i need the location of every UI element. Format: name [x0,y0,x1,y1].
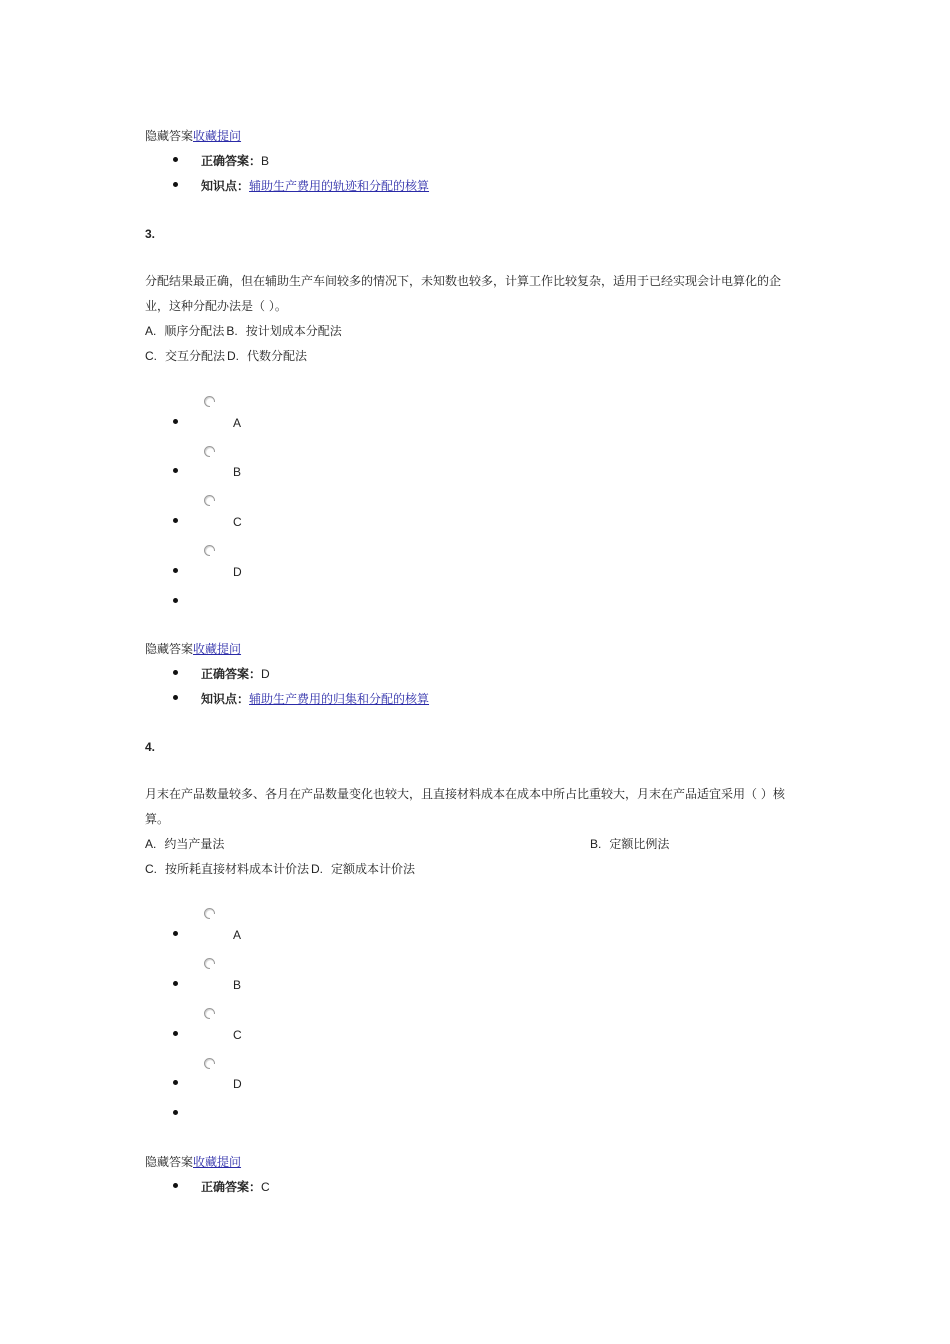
ask-link[interactable]: 提问 [217,129,242,143]
bullet-icon [173,1080,178,1085]
bullet-icon [173,157,178,162]
option-b-letter: B. [590,837,602,851]
correct-answer-row [201,153,269,169]
radio-choice-b[interactable] [204,446,215,457]
option-a-text: 顺序分配法 [164,324,225,338]
bullet-icon [173,419,178,424]
options-row-cd [145,861,415,877]
choice-d-label: D [233,1077,242,1091]
favorite-link[interactable]: 收藏 [193,642,218,656]
option-c-letter: C. [145,349,157,363]
choice-b-label: B [233,978,242,992]
bullet-icon [173,1183,178,1188]
favorite-link[interactable]: 收藏 [193,1155,218,1169]
correct-answer-label: 正确答案： [201,154,262,168]
option-a-letter: A. [145,324,157,338]
knowledge-label: 知识点： [201,692,250,706]
hide-answer-text: 隐藏答案 [145,1155,194,1169]
knowledge-link[interactable]: 辅助生产费用的轨迹和分配的核算 [249,179,430,193]
correct-answer-row [201,666,270,682]
ask-link[interactable]: 提问 [217,1155,242,1169]
bullet-icon [173,518,178,523]
option-c-text: 交互分配法 [165,349,226,363]
option-a-letter: A. [145,837,157,851]
question-number: 3. [145,227,156,241]
bullet-icon [173,981,178,986]
answer-toolbar [145,1154,241,1170]
knowledge-row [201,691,429,707]
bullet-icon [173,468,178,473]
option-b [590,836,669,852]
bullet-icon [173,598,178,603]
option-a-text: 约当产量法 [164,837,225,851]
hide-answer-text: 隐藏答案 [145,642,194,656]
radio-choice-c[interactable] [204,1008,215,1019]
radio-choice-b[interactable] [204,958,215,969]
knowledge-row [201,178,429,194]
correct-answer-label: 正确答案： [201,1180,262,1194]
option-d-text: 定额成本计价法 [331,862,416,876]
option-a [145,836,224,852]
question-stem-line1: 月末在产品数量较多、各月在产品数量变化也较大，且直接材料成本在成本中所占比重较大，月末在产品适宜采用（ ）核 [145,787,785,801]
bullet-icon [173,1031,178,1036]
radio-choice-a[interactable] [204,908,215,919]
option-d-letter: D. [227,349,240,363]
choice-d-label: D [233,565,242,579]
options-row-cd [145,348,307,364]
correct-answer-label: 正确答案： [201,667,262,681]
bullet-icon [173,695,178,700]
bullet-icon [173,931,178,936]
question-number: 4. [145,740,156,754]
bullet-icon [173,1110,178,1115]
bullet-icon [173,182,178,187]
options-row-ab [145,323,342,339]
correct-answer-value: C [261,1180,270,1194]
correct-answer-value: B [261,154,270,168]
radio-choice-d[interactable] [204,545,215,556]
option-b-text: 定额比例法 [609,837,670,851]
answer-toolbar [145,641,241,657]
hide-answer-text: 隐藏答案 [145,129,194,143]
choice-b-label: B [233,465,242,479]
question-stem-line2: 算。 [145,812,170,826]
answer-toolbar [145,128,241,144]
ask-link[interactable]: 提问 [217,642,242,656]
choice-c-label: C [233,1028,242,1042]
bullet-icon [173,670,178,675]
knowledge-label: 知识点： [201,179,250,193]
option-b-text: 按计划成本分配法 [245,324,342,338]
bullet-icon [173,568,178,573]
option-b-letter: B. [226,324,238,338]
favorite-link[interactable]: 收藏 [193,129,218,143]
choice-a-label: A [233,416,242,430]
question-stem-line1: 分配结果最正确，但在辅助生产车间较多的情况下，未知数也较多，计算工作比较复杂，适用于已经实现会计电算化的企 [145,274,782,288]
option-c-text: 按所耗直接材料成本计价法 [165,862,310,876]
choice-c-label: C [233,515,242,529]
choice-a-label: A [233,928,242,942]
correct-answer-value: D [261,667,270,681]
question-stem-line2: 业，这种分配办法是（ ）。 [145,299,287,313]
radio-choice-c[interactable] [204,495,215,506]
option-d-letter: D. [311,862,324,876]
option-d-text: 代数分配法 [247,349,308,363]
radio-choice-a[interactable] [204,396,215,407]
radio-choice-d[interactable] [204,1058,215,1069]
knowledge-link[interactable]: 辅助生产费用的归集和分配的核算 [249,692,430,706]
correct-answer-row [201,1179,270,1195]
option-c-letter: C. [145,862,157,876]
